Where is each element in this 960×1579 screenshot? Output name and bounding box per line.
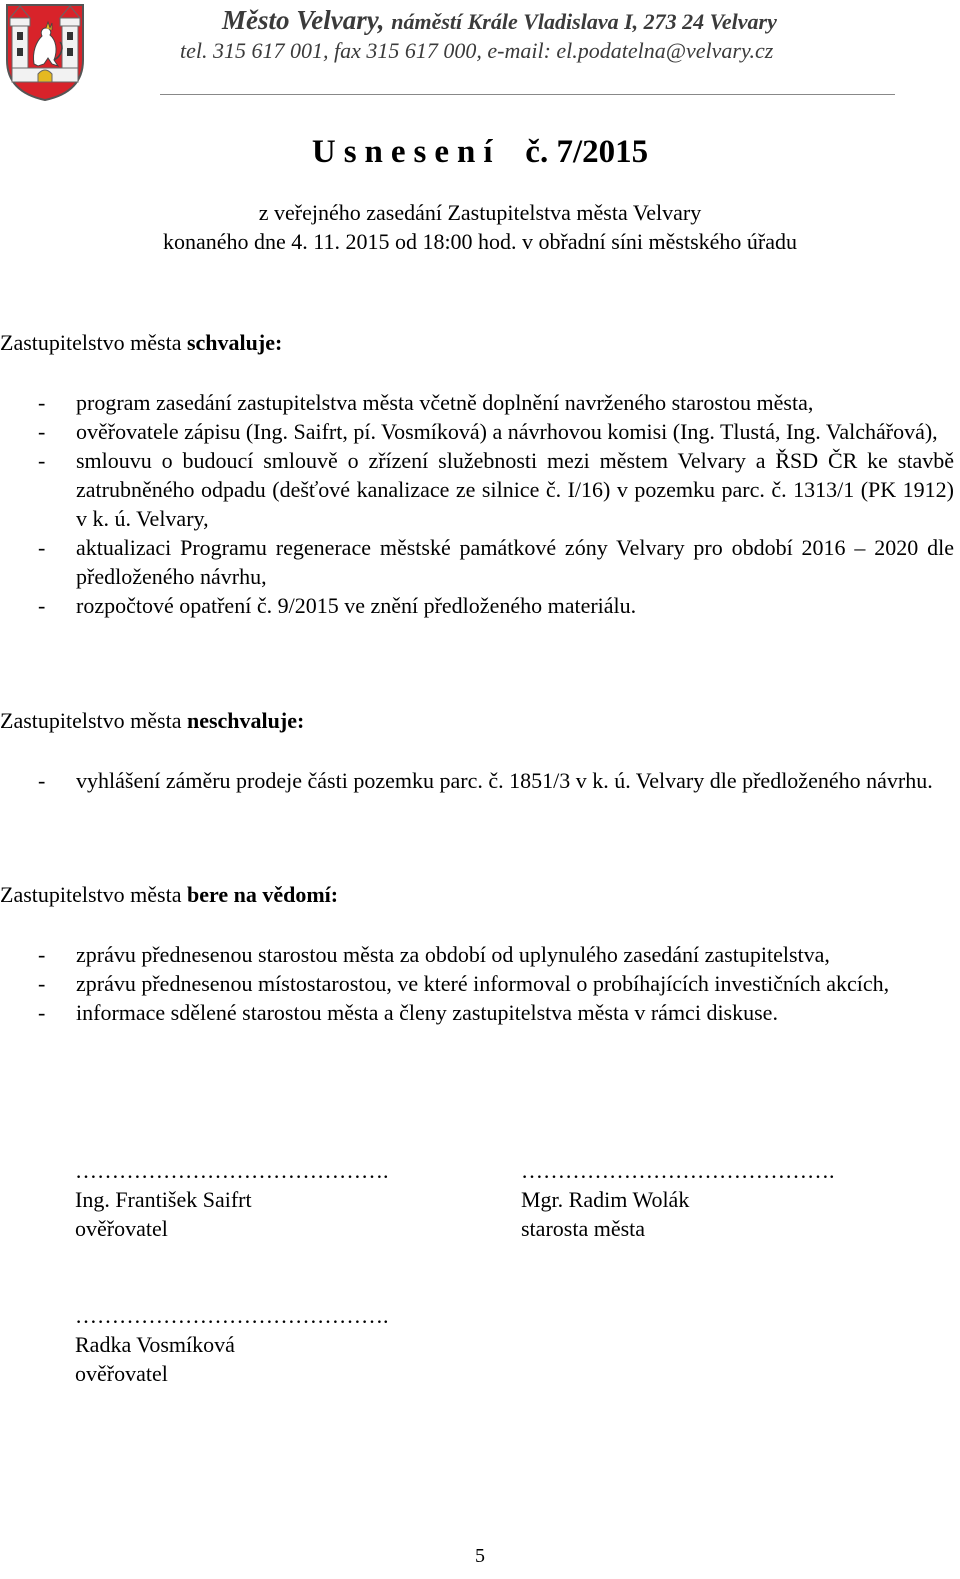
section-heading-verb: neschvaluje: — [186, 708, 305, 733]
letterhead-address: náměstí Krále Vladislava I, 273 24 Velvary — [391, 9, 777, 34]
signatory-role: starosta města — [521, 1216, 646, 1241]
signature-block-verifier-1 — [75, 1156, 389, 1243]
title-label: Usnesení — [311, 134, 501, 170]
list-item-text: smlouvu o budoucí smlouvě o zřízení služebnosti mezi městem Velvary a ŘSD ČR ke stavbě zatrubněného odpadu (dešťové kanalizace ze silnice č. I/16) v pozemku parc. č. 1313/1 (PK 1912) v k. ú. Velvary, — [76, 448, 954, 531]
signature-block-verifier-2 — [75, 1301, 389, 1388]
list-item-text: ověřovatele zápisu (Ing. Saifrt, pí. Vosmíková) a návrhovou komisi (Ing. Tlustá, Ing. Valchářová), — [76, 419, 938, 444]
list-item-text: informace sdělené starostou města a členy zastupitelstva města v rámci diskuse. — [76, 1000, 778, 1025]
subtitle-line-2: konaného dne 4. 11. 2015 od 18:00 hod. v obřadní síni městského úřadu — [162, 229, 798, 254]
section-heading-acknowledges — [0, 882, 338, 908]
signatory-name: Ing. František Saifrt — [75, 1187, 252, 1212]
signatory-name: Mgr. Radim Wolák — [521, 1187, 690, 1212]
title-number: č. 7/2015 — [525, 134, 649, 170]
approves-list — [0, 388, 960, 620]
signatory-role: ověřovatel — [75, 1216, 168, 1241]
signature-line: ……………………………………. — [75, 1303, 389, 1328]
list-item: - informace sdělené starostou města a členy zastupitelstva města v rámci diskuse. — [38, 1000, 778, 1025]
list-item-text: zprávu přednesenou starostou města za období od uplynulého zasedání zastupitelstva, — [76, 942, 830, 967]
signature-line: ……………………………………. — [521, 1158, 835, 1183]
section-heading-verb: schvaluje: — [186, 330, 283, 355]
section-heading-approves — [0, 330, 282, 356]
signature-line: ……………………………………. — [75, 1158, 389, 1183]
list-item: - ověřovatele zápisu (Ing. Saifrt, pí. Vosmíková) a návrhovou komisi (Ing. Tlustá, Ing. Valchářová), — [38, 419, 938, 444]
list-item: - zprávu přednesenou starostou města za období od uplynulého zasedání zastupitelstva, — [38, 942, 830, 967]
list-item-text: rozpočtové opatření č. 9/2015 ve znění předloženého materiálu. — [76, 593, 637, 618]
section-heading-prefix: Zastupitelstvo města — [0, 708, 187, 733]
list-item: - aktualizaci Programu regenerace městské památkové zóny Velvary pro období 2016 – 2020 dle předloženého návrhu, — [38, 535, 954, 589]
signatory-role: ověřovatel — [75, 1361, 168, 1386]
list-item: - zprávu přednesenou místostarostou, ve které informoval o probíhajících investičních akcích, — [38, 971, 890, 996]
signature-block-mayor — [521, 1156, 835, 1243]
signatory-name: Radka Vosmíková — [75, 1332, 235, 1357]
page-number: 5 — [475, 1545, 485, 1567]
rejects-list — [0, 766, 960, 795]
list-item-text: vyhlášení záměru prodeje části pozemku parc. č. 1851/3 v k. ú. Velvary dle předloženého návrhu. — [76, 768, 933, 793]
list-item-text: program zasedání zastupitelstva města včetně doplnění navrženého starostou města, — [76, 390, 814, 415]
section-heading-verb: bere na vědomí: — [186, 882, 339, 907]
document-title — [0, 134, 960, 171]
letterhead-city-address — [222, 5, 777, 36]
letterhead-city: Město Velvary, — [222, 5, 385, 35]
section-heading-rejects — [0, 708, 304, 734]
list-item: - smlouvu o budoucí smlouvě o zřízení služebnosti mezi městem Velvary a ŘSD ČR ke stavbě zatrubněného odpadu (dešťové kanalizace ze silnice č. I/16) v pozemku parc. č. 1313/1 (PK 1912) v k. ú. Velvary, — [38, 448, 954, 531]
acknowledges-list — [0, 940, 960, 1027]
city-crest-logo — [4, 2, 86, 102]
subtitle-line-1: z veřejného zasedání Zastupitelstva města Velvary — [258, 200, 702, 225]
list-item-text: zprávu přednesenou místostarostou, ve které informoval o probíhajících investičních akcích, — [76, 971, 890, 996]
letterhead-contact: tel. 315 617 001, fax 315 617 000, e-mail: el.podatelna@velvary.cz — [180, 38, 774, 63]
section-heading-prefix: Zastupitelstvo města — [0, 330, 187, 355]
list-item: - vyhlášení záměru prodeje části pozemku parc. č. 1851/3 v k. ú. Velvary dle předloženého návrhu. — [38, 768, 933, 793]
list-item: - rozpočtové opatření č. 9/2015 ve znění předloženého materiálu. — [38, 593, 637, 618]
letterhead-divider — [160, 94, 895, 95]
section-heading-prefix: Zastupitelstvo města — [0, 882, 187, 907]
list-item: - program zasedání zastupitelstva města včetně doplnění navrženého starostou města, — [38, 390, 814, 415]
list-item-text: aktualizaci Programu regenerace městské památkové zóny Velvary pro období 2016 – 2020 dle předloženého návrhu, — [76, 535, 954, 589]
